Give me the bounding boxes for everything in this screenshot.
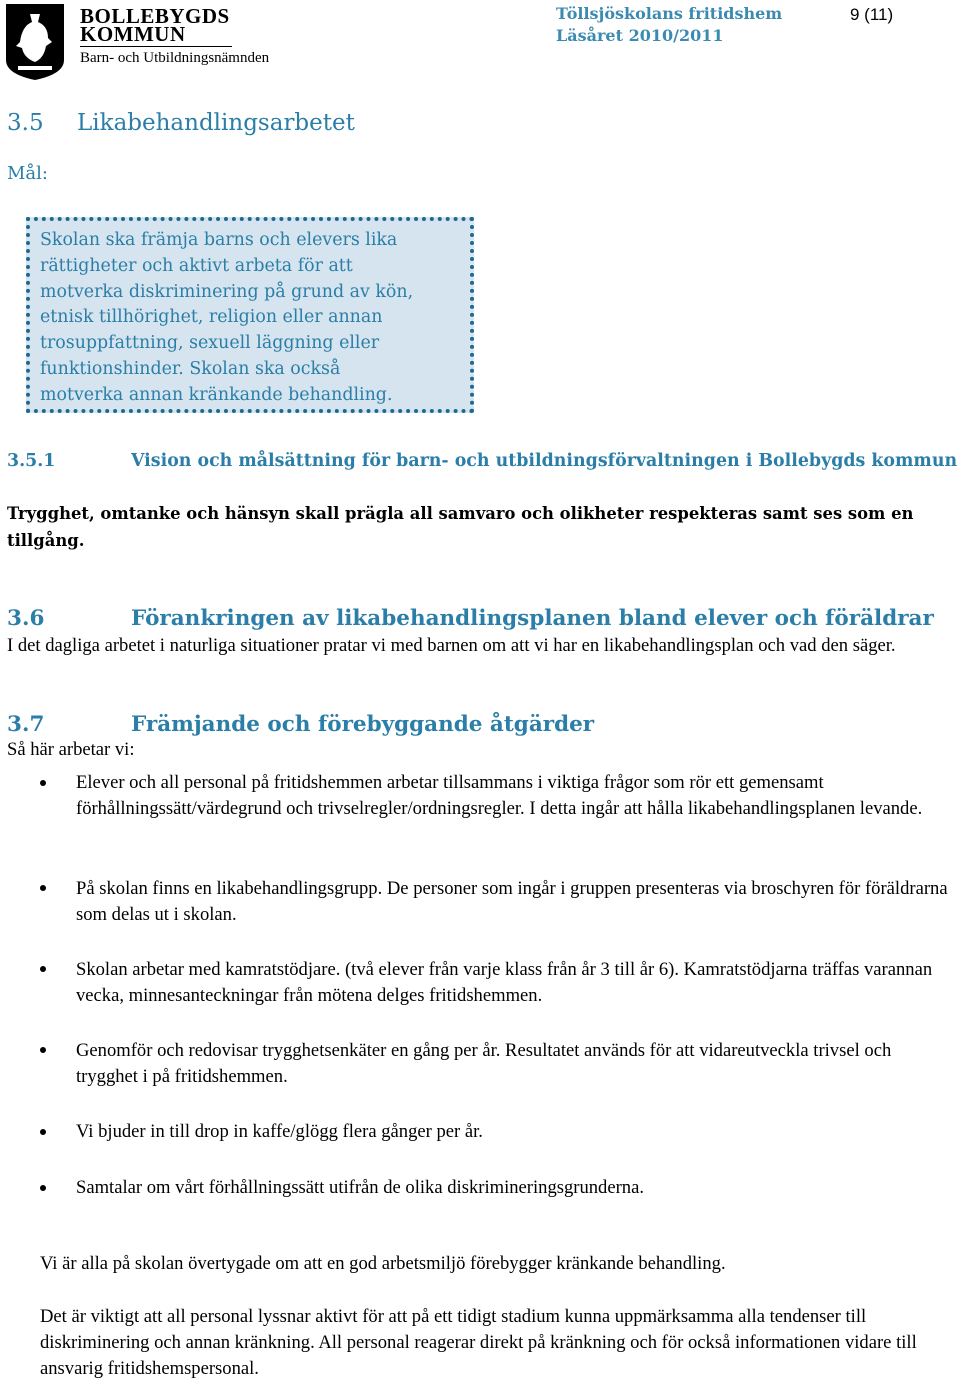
bullet-icon [40, 1129, 46, 1135]
goal-line: motverka annan kränkande behandling. [40, 384, 393, 405]
section-3-7-heading [7, 711, 594, 739]
section-3-6-heading [7, 605, 934, 633]
document-title: Töllsjöskolans fritidshem [556, 4, 783, 23]
closing-paragraph-1: Vi är alla på skolan övertygade om att en god arbetsmiljö förebygger kränkande behandling. [40, 1253, 726, 1274]
list-item: Skolan arbetar med kamratstödjare. (två elever från varje klass från år 3 till år 6). Kamratstödjarna träffas varannan vecka, minnesanteckningar från mötena delges fritidshemmen. [76, 959, 933, 1006]
list-item: På skolan finns en likabehandlingsgrupp. De personer som ingår i gruppen presenteras via broschyren för föräldrarna som delas ut i skolan. [76, 878, 948, 925]
bullet-icon [40, 780, 46, 786]
bullet-icon [40, 966, 46, 972]
section-number: 3.7 [7, 712, 45, 737]
list-item: Genomför och redovisar trygghetsenkäter en gång per år. Resultatet används för att vidareutveckla trivsel och trygghet i på fritidshemmen. [76, 1040, 892, 1087]
section-3-6-text: I det dagliga arbetet i naturliga situationer pratar vi med barnen om att vi har en likabehandlingsplan och vad den säger. [7, 635, 896, 656]
page-number: 9 (11) [850, 5, 894, 24]
section-number: 3.5 [7, 110, 44, 136]
org-name-line2: KOMMUN [80, 22, 186, 46]
list-item: Elever och all personal på fritidshemmen arbetar tillsammans i viktiga frågor som rör ett gemensamt förhållningssätt/värdegrund och trivselregler/ordningsregler. I detta ingår att hålla likabehandlingsplanen levande. [76, 772, 923, 819]
section-title: Förankringen av likabehandlingsplanen bland elever och föräldrar [131, 606, 934, 631]
goal-line: etnisk tillhörighet, religion eller annan [40, 307, 383, 328]
goal-label: Mål: [7, 163, 48, 184]
goal-text [40, 228, 470, 409]
goal-line: trosuppfattning, sexuell läggning eller [40, 333, 380, 354]
org-divider [80, 46, 232, 47]
section-title: Främjande och förebyggande åtgärder [131, 712, 595, 737]
goal-line: Skolan ska främja barns och elevers lika [40, 230, 398, 250]
section-title: Vision och målsättning för barn- och utbildningsförvaltningen i Bollebygds kommun [131, 451, 958, 471]
list-item: Samtalar om vårt förhållningssätt utifrån de olika diskrimineringsgrunderna. [76, 1177, 644, 1198]
org-name-line1: BOLLEBYGDS [80, 4, 230, 28]
section-number: 3.6 [7, 606, 45, 631]
list-item: Vi bjuder in till drop in kaffe/glögg flera gånger per år. [76, 1121, 483, 1142]
section-number: 3.5.1 [7, 451, 56, 471]
school-year: Läsåret 2010/2011 [556, 26, 724, 45]
goal-line: motverka diskriminering på grund av kön, [40, 281, 414, 302]
municipality-crest-logo [4, 2, 66, 82]
goal-line: funktionshinder. Skolan ska också [40, 358, 341, 379]
org-department: Barn- och Utbildningsnämnden [80, 50, 270, 66]
bullet-icon [40, 885, 46, 891]
section-title: Likabehandlingsarbetet [77, 110, 355, 136]
vision-text: Trygghet, omtanke och hänsyn skall prägla all samvaro och olikheter respekteras samt ses som en tillgång. [7, 504, 914, 550]
bullet-icon [40, 1185, 46, 1191]
closing-paragraph-2: Det är viktigt att all personal lyssnar aktivt för att på ett tidigt stadium kunna uppmärksamma alla tendenser till diskriminering och annan kränkning. All personal reagerar direkt på kränkning och för också informationen vidare till ansvarig fritidshemspersonal. [40, 1306, 917, 1379]
bullet-icon [40, 1047, 46, 1053]
section-3-5-1-heading [7, 449, 957, 473]
goal-line: rättigheter och aktivt arbeta för att [40, 255, 353, 276]
section-3-5-heading [7, 108, 355, 138]
section-3-7-intro: Så här arbetar vi: [7, 739, 135, 760]
